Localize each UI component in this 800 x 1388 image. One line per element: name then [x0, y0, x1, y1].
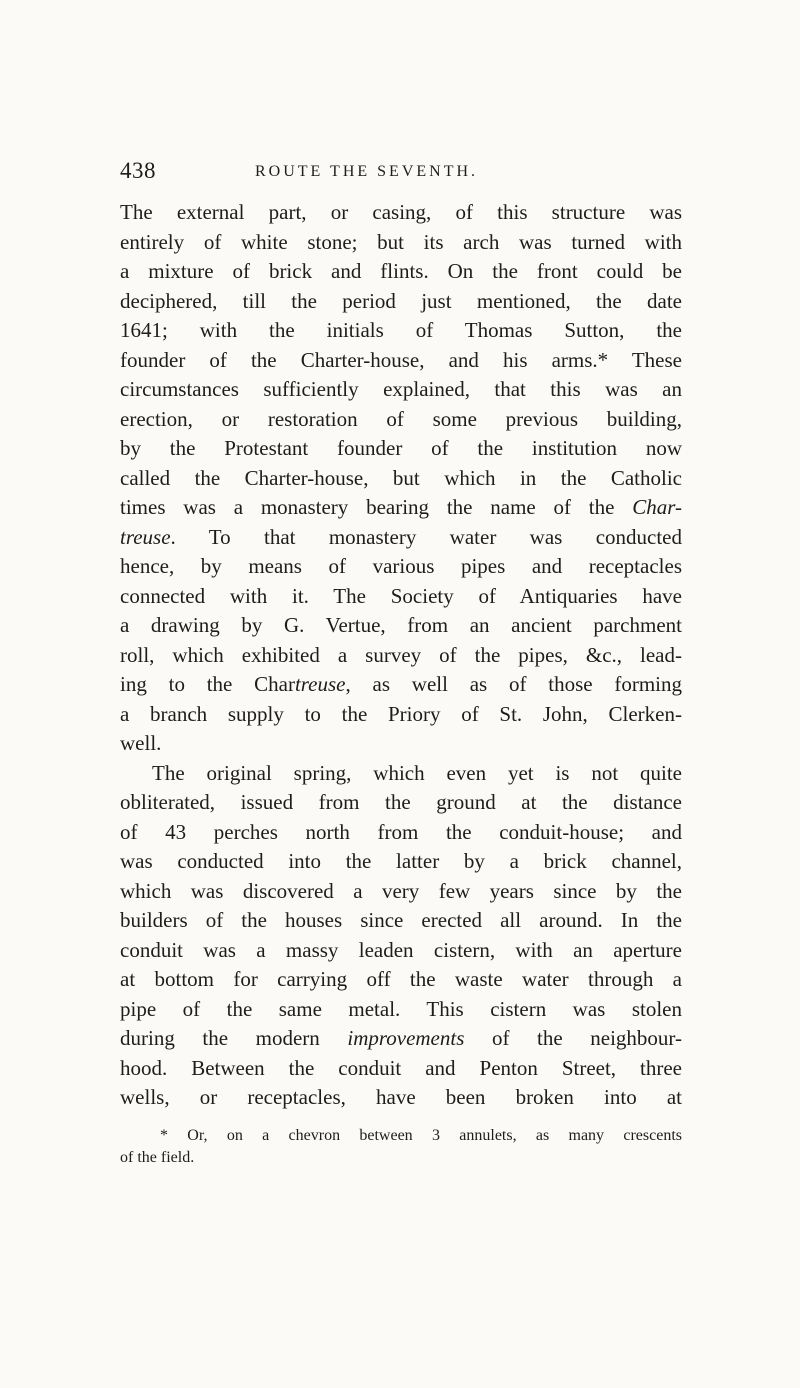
text-line: at bottom for carrying off the waste water through a: [120, 967, 682, 991]
text-line: of 43 perches north from the conduit-house; and: [120, 819, 682, 844]
book-page: [120, 150, 682, 1169]
text-line: 1641; with the initials of Thomas Sutton, the: [120, 318, 682, 342]
text-line: wells, or receptacles, have been broken into at: [120, 1085, 682, 1109]
text-line: pipe of the same metal. This cistern was stolen: [120, 996, 682, 1021]
text-line: hence, by means of various pipes and receptacles: [120, 554, 682, 578]
text-line: conduit was a massy leaden cistern, with an aperture: [120, 937, 682, 962]
text-line: The original spring, which even yet is not quite: [152, 760, 682, 785]
text-line: treuse. To that monastery water was conducted: [120, 524, 682, 549]
text-line: by the Protestant founder of the institution now: [120, 436, 682, 460]
text-line: erection, or restoration of some previous building,: [120, 406, 682, 431]
text-line: circumstances sufficiently explained, that this was an: [120, 377, 682, 401]
page-header: [120, 150, 682, 190]
text-line: ing to the Chartreuse, as well as of those forming: [120, 672, 682, 696]
text-line: during the modern improvements of the neighbour-: [120, 1026, 682, 1050]
text-line: connected with it. The Society of Antiquaries have: [120, 583, 682, 608]
page-number: 438: [120, 158, 156, 183]
running-head: ROUTE THE SEVENTH.: [255, 163, 479, 180]
text-line: a drawing by G. Vertue, from an ancient parchment: [120, 613, 682, 637]
footnote: [120, 1125, 682, 1169]
text-line: times was a monastery bearing the name of the Char-: [120, 495, 682, 519]
footnote-line: of the field.: [120, 1148, 195, 1166]
text-line: a mixture of brick and flints. On the front could be: [120, 259, 682, 283]
text-line: hood. Between the conduit and Penton Street, three: [120, 1055, 682, 1080]
text-line: builders of the houses since erected all around. In the: [120, 908, 682, 932]
text-line: obliterated, issued from the ground at the distance: [120, 790, 682, 814]
footnote-line: * Or, on a chevron between 3 annulets, as many crescents: [160, 1126, 682, 1144]
text-line: roll, which exhibited a survey of the pipes, &c., lead-: [120, 642, 682, 667]
text-line: called the Charter-house, but which in the Catholic: [120, 465, 682, 490]
text-line: deciphered, till the period just mentioned, the date: [120, 288, 682, 313]
text-line: was conducted into the latter by a brick channel,: [120, 849, 682, 873]
text-line: well.: [120, 731, 162, 755]
text-line: The external part, or casing, of this structure was: [120, 200, 682, 224]
text-line: which was discovered a very few years since by the: [120, 878, 682, 903]
text-line: entirely of white stone; but its arch was turned with: [120, 229, 682, 254]
body-text: [120, 198, 682, 1113]
text-line: a branch supply to the Priory of St. John, Clerken-: [120, 701, 682, 726]
text-line: founder of the Charter-house, and his arms.* These: [120, 347, 682, 372]
